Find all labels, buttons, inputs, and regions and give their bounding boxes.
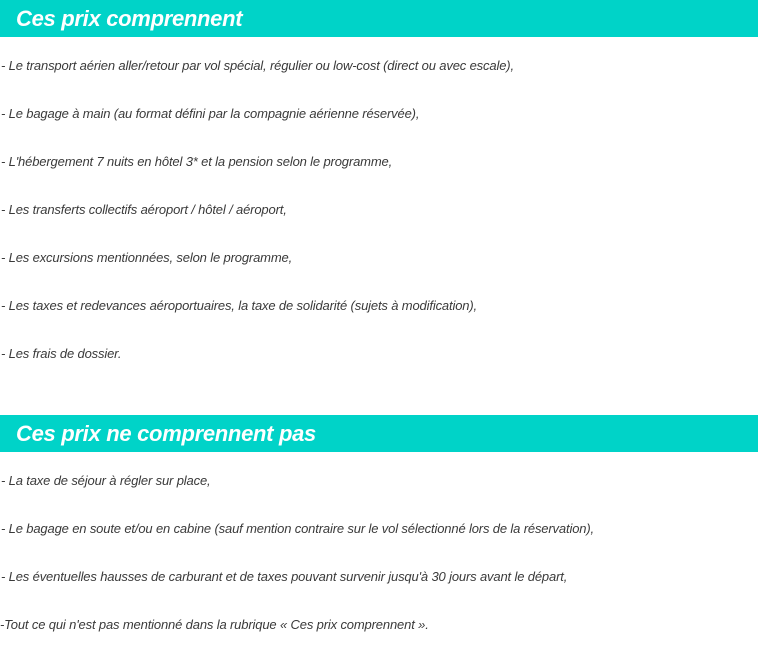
excluded-title: Ces prix ne comprennent pas xyxy=(16,421,316,446)
included-item: - Le transport aérien aller/retour par vol spécial, régulier ou low-cost (direct ou avec escale), xyxy=(1,58,514,73)
included-item: - Les frais de dossier. xyxy=(1,346,122,361)
included-item: - Les transferts collectifs aéroport / hôtel / aéroport, xyxy=(1,202,287,217)
excluded-header xyxy=(0,415,758,452)
included-item: - Les taxes et redevances aéroportuaires, la taxe de solidarité (sujets à modification), xyxy=(1,298,477,313)
excluded-item: - Le bagage en soute et/ou en cabine (sauf mention contraire sur le vol sélectionné lors de la réservation), xyxy=(1,521,594,536)
excluded-item: -Tout ce qui n'est pas mentionné dans la rubrique « Ces prix comprennent ». xyxy=(0,617,429,632)
included-item: - Le bagage à main (au format défini par la compagnie aérienne réservée), xyxy=(1,106,420,121)
included-item: - L'hébergement 7 nuits en hôtel 3* et la pension selon le programme, xyxy=(1,154,393,169)
included-title: Ces prix comprennent xyxy=(16,6,243,31)
included-header xyxy=(0,0,758,37)
excluded-item: - Les éventuelles hausses de carburant et de taxes pouvant survenir jusqu'à 30 jours avant le départ, xyxy=(1,569,568,584)
included-item: - Les excursions mentionnées, selon le programme, xyxy=(1,250,293,265)
excluded-item: - La taxe de séjour à régler sur place, xyxy=(1,473,211,488)
